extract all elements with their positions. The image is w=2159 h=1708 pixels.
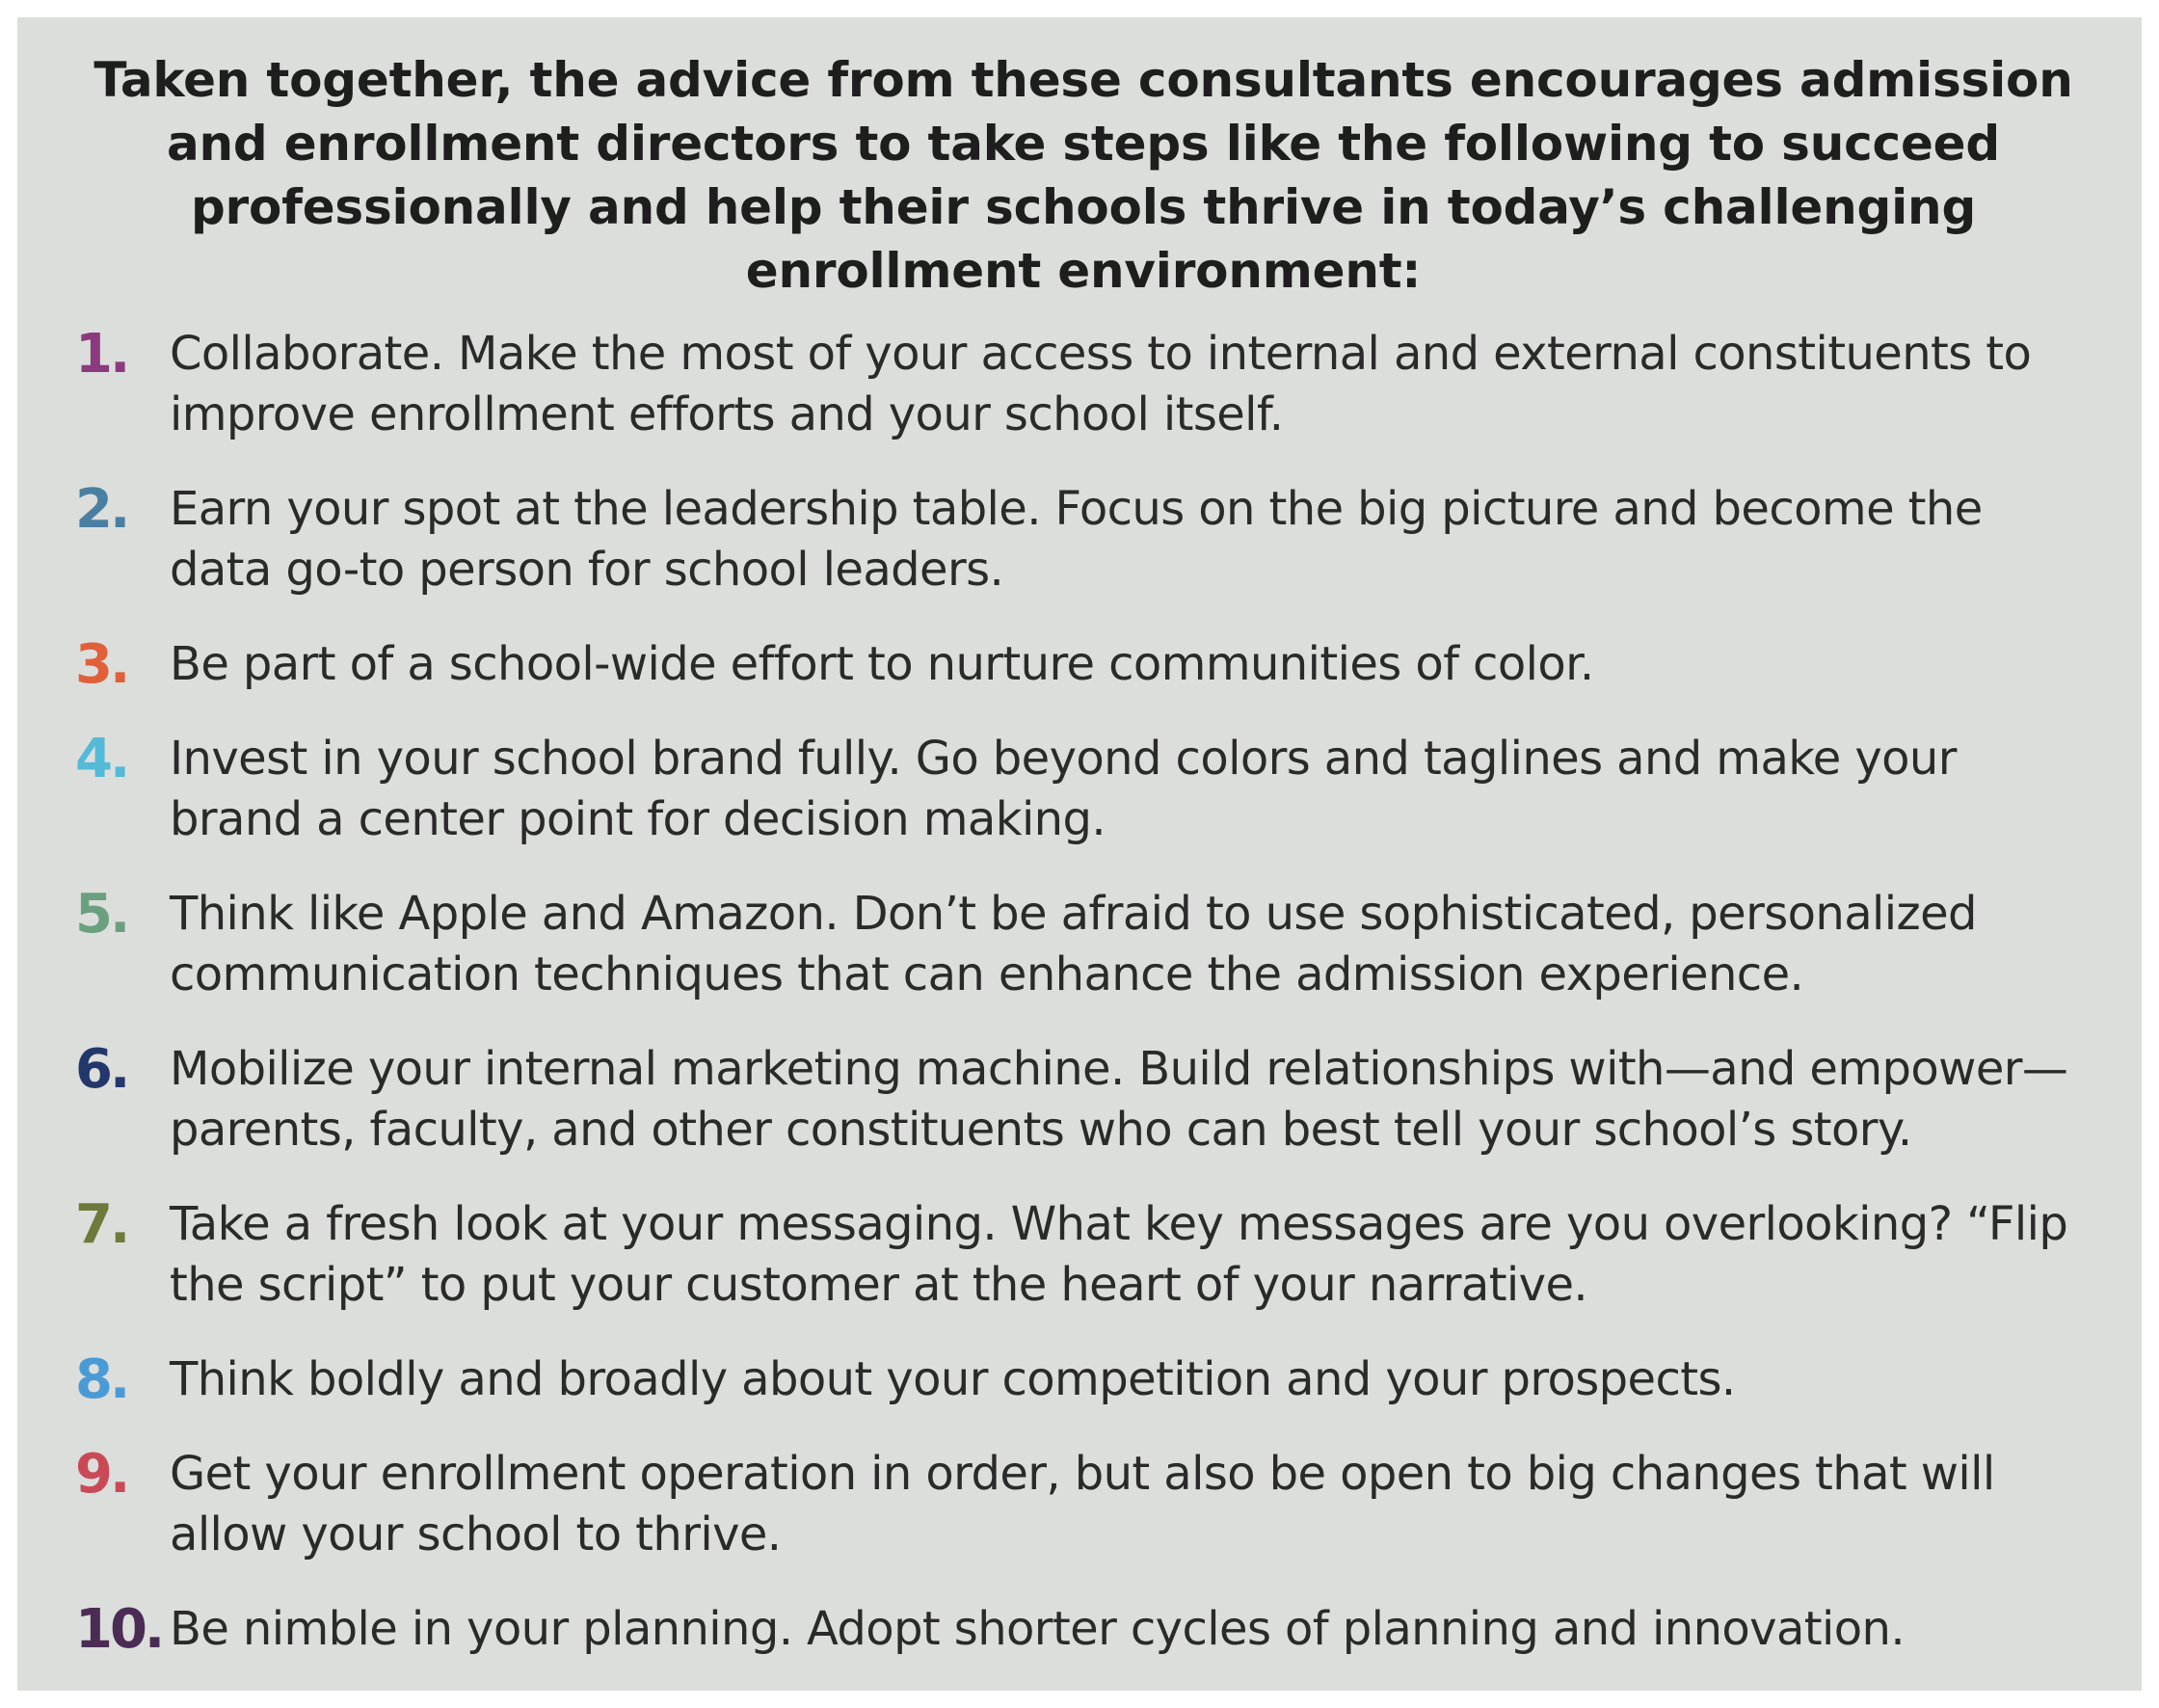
list-item [75,1194,2092,1316]
item-text: Earn your spot at the leadership table. Focus on the big picture and become the data go-to person for school leaders. [170,482,1983,597]
item-text: Be nimble in your planning. Adopt shorter cycles of planning and innovation. [170,1602,1906,1656]
item-text: Get your enrollment operation in order, but also be open to big changes that will allow your school to thrive. [170,1447,1995,1561]
item-text: Invest in your school brand fully. Go beyond colors and taglines and make your brand a center point for decision making. [170,732,1957,846]
list-item [75,479,2092,600]
item-number: 1. [75,323,128,386]
item-number: 4. [75,728,128,790]
item-text: Take a fresh look at your messaging. What key messages are you overlooking? “Flip the script” to put your customer at the heart of your narrative. [170,1197,2068,1312]
item-text: Collaborate. Make the most of your access to internal and external constituents to improve enrollment efforts and your school itself. [170,327,2032,441]
item-number: 2. [75,478,128,541]
item-text: Think like Apple and Amazon. Don’t be afraid to use sophisticated, personalized communication techniques that can enhance the admission experience. [170,887,1977,1001]
list-item [75,1444,2092,1565]
item-text: Mobilize your internal marketing machine. Build relationships with—and empower—parents, faculty, and other constituents who can best tell your school’s story. [170,1042,2068,1157]
item-number: 10. [75,1598,163,1661]
item-number: 9. [75,1443,128,1506]
item-number: 5. [75,883,128,946]
list-item [75,1599,2092,1660]
item-number: 7. [75,1193,128,1256]
list-item [75,324,2092,445]
item-text: Think boldly and broadly about your competition and your prospects. [170,1352,1736,1406]
item-number: 6. [75,1038,128,1101]
list-item [75,1349,2092,1410]
advice-list [75,324,2092,1660]
intro-heading: Taken together, the advice from these consultants encourages admission and enrollment directors to take steps like the following to succeed professionally and help their schools thrive in today’s challenging enrollment environment: [93,52,2073,299]
item-number: 3. [75,633,128,696]
list-item [75,1039,2092,1161]
item-text: Be part of a school-wide effort to nurture communities of color. [170,637,1594,691]
advice-panel [17,17,2142,1691]
list-item [75,884,2092,1005]
item-number: 8. [75,1348,128,1411]
list-item [75,729,2092,850]
list-item [75,634,2092,695]
